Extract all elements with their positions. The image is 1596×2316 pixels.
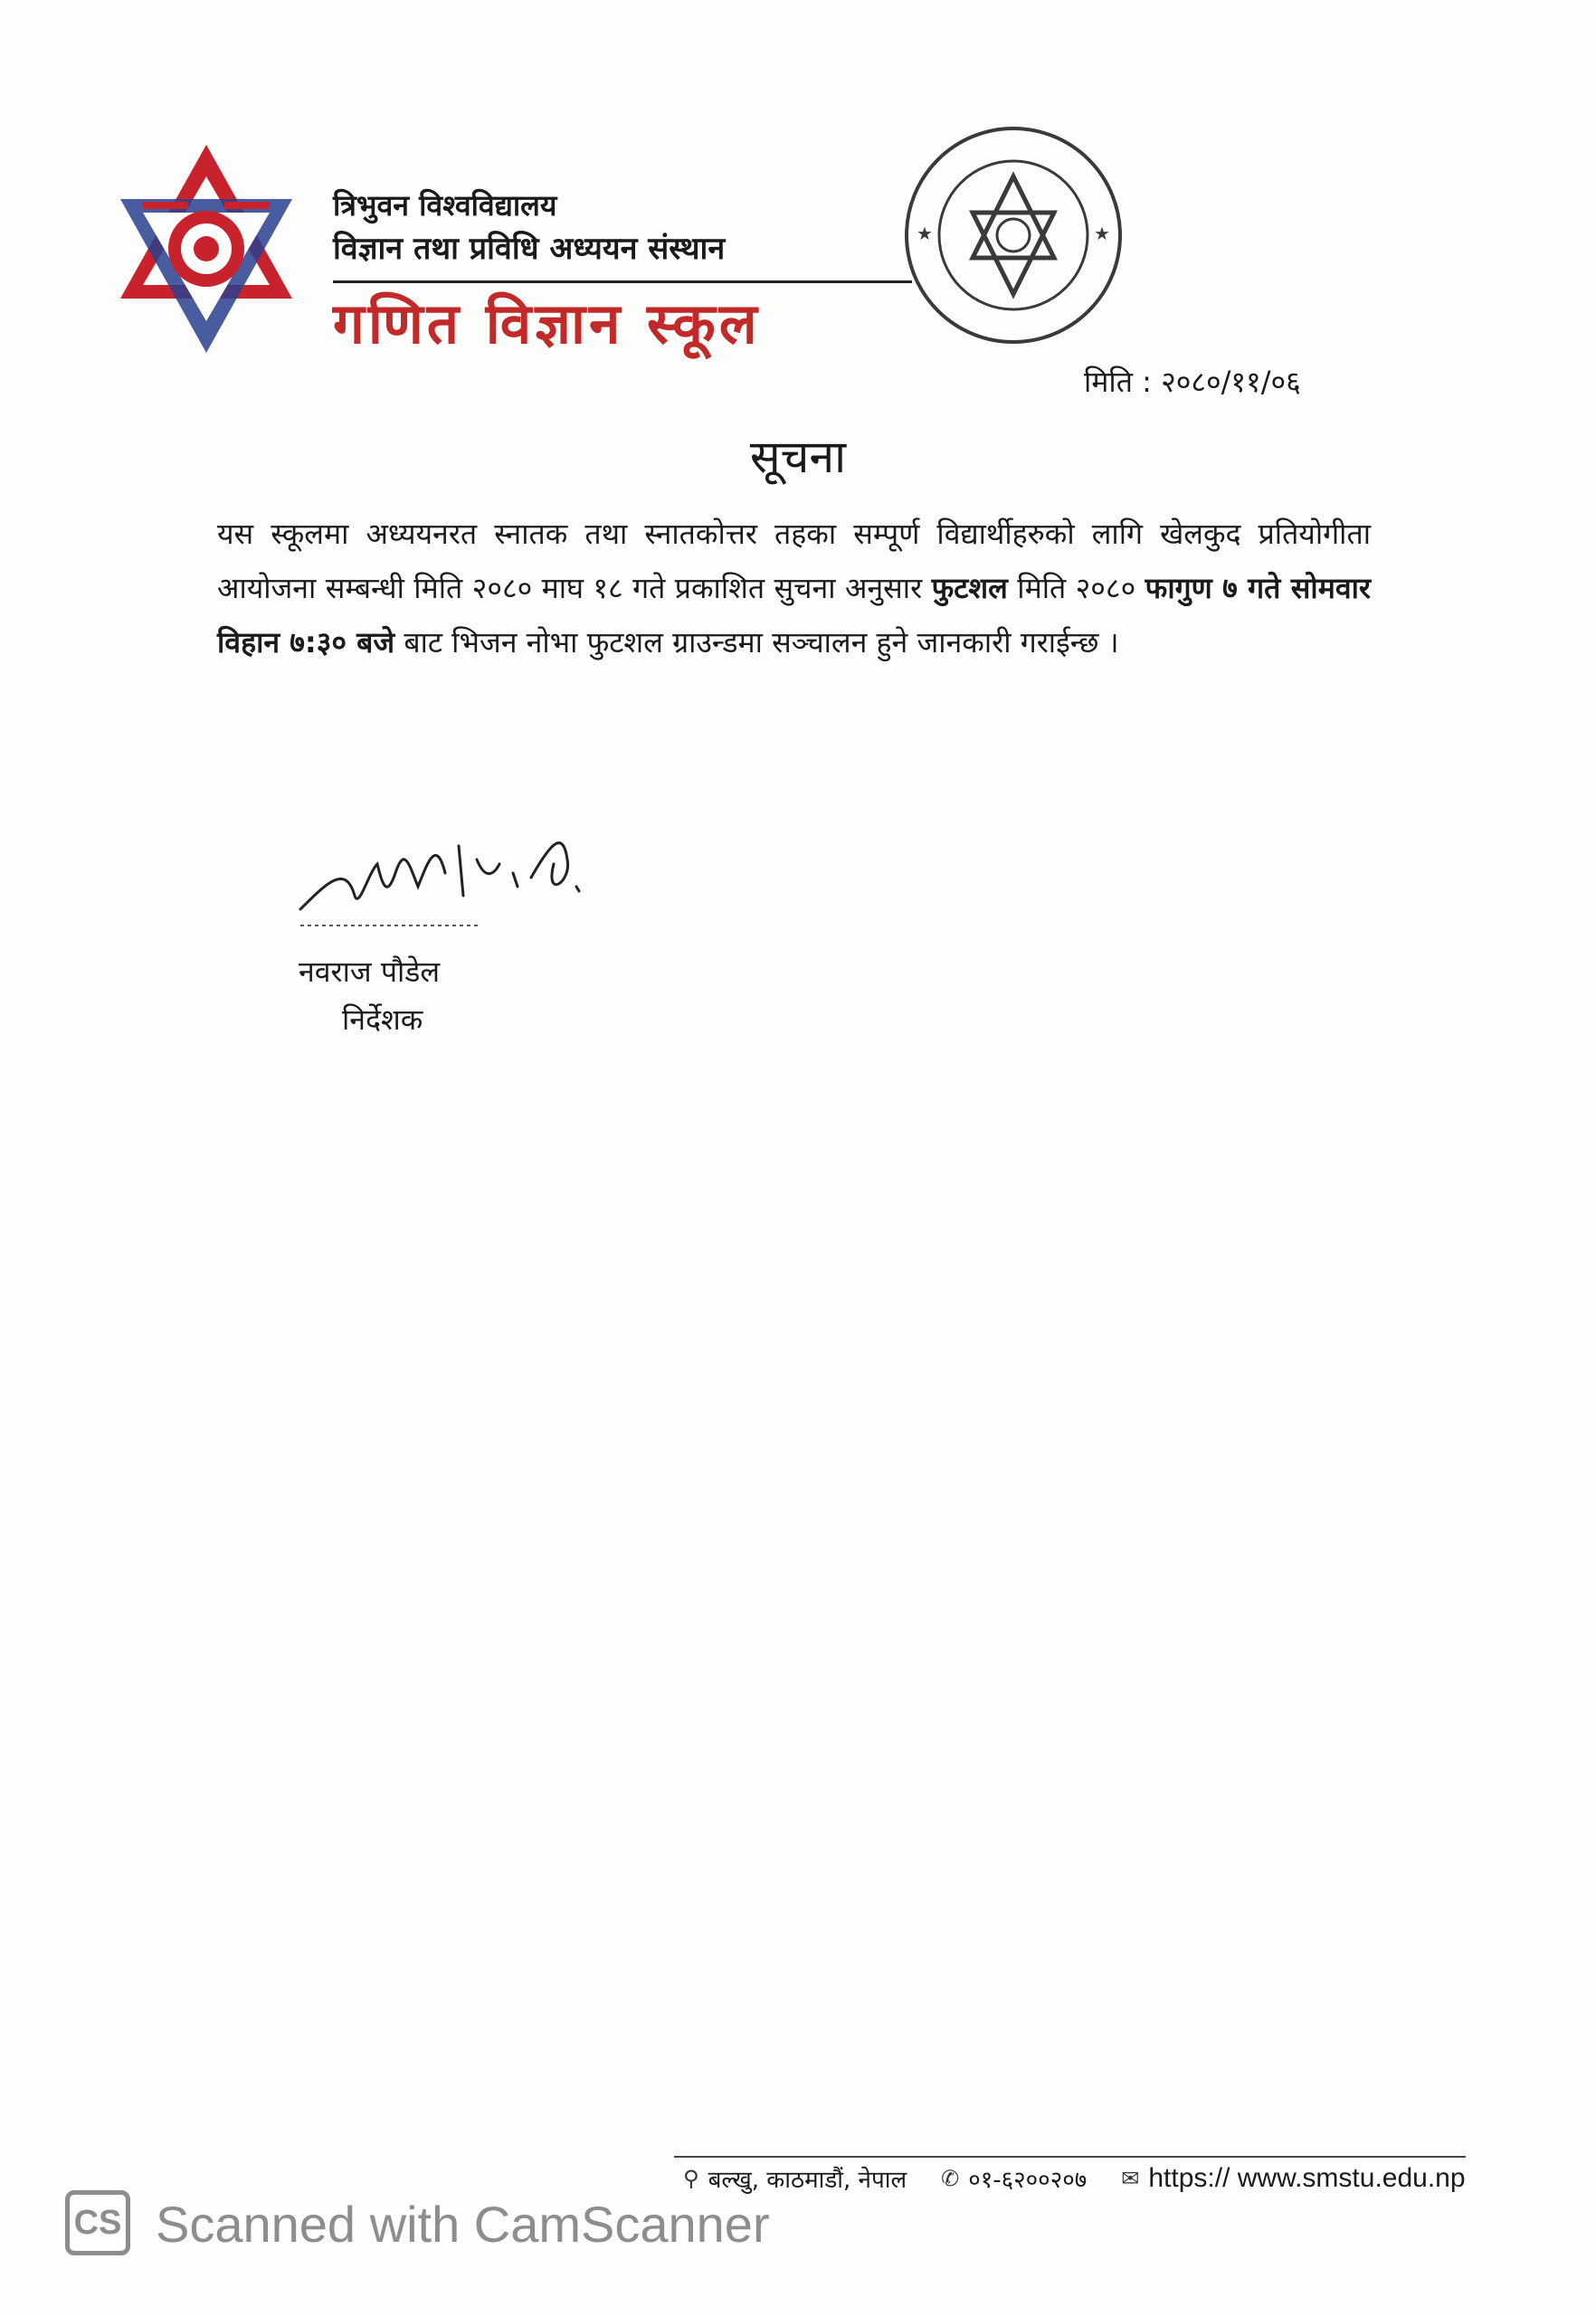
header-text-block [333, 185, 725, 272]
svg-text:★: ★ [1094, 223, 1110, 244]
notice-title: सूचना [749, 431, 847, 483]
footer-website[interactable]: https:// www.smstu.edu.np [1148, 2163, 1466, 2193]
footer-address: बल्खु, काठमाडौं, नेपाल [708, 2167, 907, 2194]
notice-body-part4: फागुण ७ गते सोमवार विहान ७:३० बजे [217, 571, 1372, 660]
handwritten-signature-icon [291, 810, 608, 945]
svg-text:★: ★ [917, 223, 933, 244]
notice-body-part5: बाट भिजन नोभा फुटशल ग्राउन्डमा सञ्चालन हुने जानकारी गराईन्छ । [404, 625, 1119, 660]
footer [683, 2162, 1466, 2195]
location-pin-icon: ⚲ [683, 2166, 699, 2191]
school-name: गणित विज्ञान स्कूल [333, 290, 761, 356]
footer-divider [674, 2156, 1466, 2158]
university-logo-icon [116, 140, 297, 357]
phone-icon: ✆ [941, 2166, 960, 2191]
notice-body-part2: फुटशल [931, 571, 1008, 605]
notice-date: मिति : २०८०/११/०६ [1084, 365, 1301, 399]
university-name: त्रिभुवन विश्वविद्यालय [333, 188, 557, 223]
email-icon: ✉ [1121, 2166, 1140, 2191]
header-divider [333, 280, 912, 283]
notice-body [217, 507, 1371, 669]
official-seal-icon [900, 122, 1126, 348]
signatory-name: नवराज पौडेल [299, 954, 441, 989]
notice-body-part3: मिति २०८० [1017, 571, 1136, 605]
institute-name: विज्ञान तथा प्रविधि अध्ययन संस्थान [333, 231, 726, 267]
camscanner-watermark: Scanned with CamScanner [156, 2196, 770, 2253]
notice-body-part1: यस स्कूलमा अध्ययनरत स्नातक तथा स्नातकोत्तर तहका सम्पूर्ण विद्यार्थीहरुको लागि खेलकुद प्रतियोगीता आयोजना सम्बन्धी मिति २०८० माघ १८ गते प्रकाशित सुचना अनुसार [217, 517, 1371, 605]
camscanner-logo-icon: CS [65, 2190, 130, 2255]
signatory-title: निर्देशक [342, 1002, 423, 1037]
footer-phone: ०१-६२००२०७ [968, 2167, 1088, 2194]
